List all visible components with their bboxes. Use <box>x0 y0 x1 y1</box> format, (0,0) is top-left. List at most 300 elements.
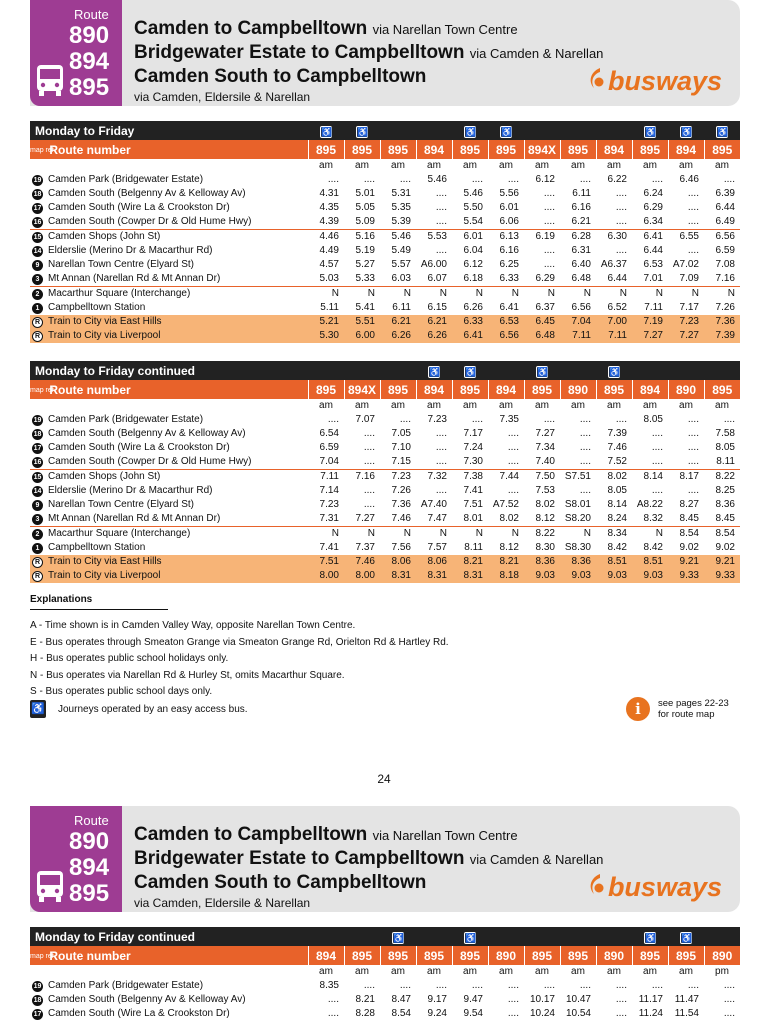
route-title-line <box>134 66 603 90</box>
time-cell: 6.56 <box>704 230 740 245</box>
ampm-cell: am <box>607 400 621 411</box>
time-cell: 7.08 <box>715 259 735 270</box>
time-cell: .... <box>363 428 375 439</box>
map-ref-icon: 2 <box>32 289 43 300</box>
route-title-line <box>134 848 603 872</box>
ampm-cell: am <box>499 966 513 977</box>
time-cell: 6.33 <box>499 273 519 284</box>
accessibility-cell <box>452 361 488 380</box>
route-number-row <box>30 946 740 965</box>
ampm-cell: am <box>679 400 693 411</box>
accessibility-cell <box>596 361 632 380</box>
time-cell: 9.21 <box>668 555 704 569</box>
route-number: 894 <box>69 48 110 75</box>
time-cell: 10.47 <box>565 994 591 1005</box>
time-cell: 6.18 <box>463 273 483 284</box>
table-row <box>30 258 740 272</box>
busways-logo <box>586 872 722 903</box>
stop-name: Train to City via Liverpool <box>48 570 161 581</box>
ampm-cell: am <box>319 160 333 171</box>
map-ref-icon: 14 <box>33 487 42 495</box>
table-row <box>30 201 740 215</box>
time-cell: 7.17 <box>679 302 699 313</box>
ampm-cell: am <box>499 400 513 411</box>
time-cell: 7.19 <box>632 315 668 329</box>
stop-label <box>30 441 308 455</box>
time-cell: 7.17 <box>463 428 483 439</box>
train-icon: R <box>32 571 43 582</box>
time-cell: 7.58 <box>715 428 735 439</box>
time-cell: .... <box>579 428 591 439</box>
stop-name: Elderslie (Merino Dr & Macarthur Rd) <box>48 485 213 496</box>
stop-label <box>30 512 308 526</box>
time-cell: .... <box>435 245 447 256</box>
bus-icon <box>35 869 65 903</box>
accessibility-cell <box>632 121 668 140</box>
map-ref-icon: 9 <box>32 260 43 271</box>
time-cell: 8.17 <box>668 470 704 485</box>
time-cell: .... <box>435 428 447 439</box>
time-cell: .... <box>723 414 735 425</box>
table-row <box>30 455 740 470</box>
route-number-cell: 895 <box>452 946 488 965</box>
accessibility-cell <box>560 927 596 946</box>
route-number-cell: 895 <box>524 946 560 965</box>
time-cell: 6.49 <box>715 216 735 227</box>
table-row <box>30 329 740 343</box>
time-cell: S8.30 <box>564 542 591 553</box>
time-cell: N <box>560 527 596 542</box>
map-ref-icon: 3 <box>32 274 43 285</box>
time-cell: .... <box>543 245 555 256</box>
time-cell: .... <box>579 456 591 467</box>
route-number-label-cell <box>30 946 308 965</box>
time-cell: .... <box>723 994 735 1005</box>
stop-label <box>30 527 308 541</box>
easy-access-text: Journeys operated by an easy access bus. <box>58 703 248 715</box>
time-cell: 5.56 <box>499 188 519 199</box>
wheelchair-icon: ♿ <box>501 126 513 137</box>
accessibility-cell <box>596 121 632 140</box>
see-pages-line1: see pages 22-23 <box>658 698 729 709</box>
time-cell: 8.02 <box>535 499 555 510</box>
route-title-via: via Narellan Town Centre <box>372 22 518 37</box>
time-cell: N <box>416 287 452 302</box>
explanation-item: N - Bus operates via Narellan Rd & Hurley St, omits Macarthur Square. <box>30 669 345 681</box>
route-title-main: Camden to Campbelltown <box>134 824 368 845</box>
time-cell: N <box>488 527 524 542</box>
time-cell: 7.11 <box>560 329 596 343</box>
accessibility-cell <box>344 927 380 946</box>
time-cell: 6.19 <box>524 230 560 245</box>
time-cell: 4.35 <box>319 202 339 213</box>
time-cell: 5.09 <box>355 216 375 227</box>
time-cell: .... <box>435 485 447 496</box>
stop-name: Mt Annan (Narellan Rd & Mt Annan Dr) <box>48 513 221 524</box>
time-cell: .... <box>435 202 447 213</box>
time-cell: 6.21 <box>416 315 452 329</box>
time-cell: 7.53 <box>535 485 555 496</box>
ampm-cell: am <box>319 400 333 411</box>
stop-name: Train to City via East Hills <box>48 316 162 327</box>
route-number-cell: 894X <box>344 380 380 399</box>
wheelchair-icon: ♿ <box>609 366 621 377</box>
route-title-line <box>134 824 603 848</box>
ampm-cell: am <box>607 160 621 171</box>
time-cell: .... <box>399 414 411 425</box>
route-number: 890 <box>69 828 110 855</box>
stop-cell <box>30 230 308 245</box>
route-number-cell: 894 <box>632 380 668 399</box>
timetable-3 <box>30 927 740 1021</box>
time-cell: 8.27 <box>679 499 699 510</box>
accessibility-cell <box>308 927 344 946</box>
time-cell: 6.28 <box>560 230 596 245</box>
explanations <box>30 594 449 701</box>
time-cell: .... <box>471 414 483 425</box>
ampm-cell: am <box>643 160 657 171</box>
route-number-label: Route number <box>49 948 131 963</box>
accessibility-cell <box>524 121 560 140</box>
stop-name: Camden South (Wire La & Crookston Dr) <box>48 442 230 453</box>
time-cell: 8.02 <box>499 513 519 524</box>
time-cell: 8.02 <box>596 470 632 485</box>
easy-access-note <box>30 700 248 718</box>
map-ref-icon: 16 <box>33 458 42 466</box>
accessibility-cell <box>380 927 416 946</box>
map-ref-label: map ref <box>30 146 54 154</box>
time-cell: 9.02 <box>679 542 699 553</box>
stop-name: Elderslie (Merino Dr & Macarthur Rd) <box>48 245 213 256</box>
ampm-cell: am <box>535 160 549 171</box>
route-number-cell: 895 <box>632 140 668 159</box>
stop-label <box>30 569 308 583</box>
time-cell: 7.37 <box>355 542 375 553</box>
table-header-row <box>30 927 740 946</box>
route-label: Route <box>74 813 109 828</box>
time-cell: 6.21 <box>571 216 591 227</box>
time-cell: 6.34 <box>643 216 663 227</box>
time-cell: 6.46 <box>679 174 699 185</box>
time-cell: 7.11 <box>596 329 632 343</box>
route-number-label-cell <box>30 140 308 159</box>
time-cell: .... <box>579 174 591 185</box>
map-ref-label: map ref <box>30 386 54 394</box>
time-cell: 7.10 <box>391 442 411 453</box>
time-cell: 6.52 <box>607 302 627 313</box>
table-row <box>30 173 740 187</box>
route-title-main: Bridgewater Estate to Campbelltown <box>134 848 465 869</box>
route-title-line <box>134 42 603 66</box>
route-number-cell: 895 <box>416 946 452 965</box>
wheelchair-icon: ♿ <box>30 700 46 718</box>
time-cell: .... <box>471 980 483 991</box>
time-cell: 4.57 <box>319 259 339 270</box>
train-icon: R <box>32 317 43 328</box>
route-number-cell: 895 <box>632 946 668 965</box>
time-cell: 8.30 <box>535 542 555 553</box>
accessibility-cell <box>344 361 380 380</box>
wheelchair-icon: ♿ <box>393 932 405 943</box>
map-ref-icon: 1 <box>32 543 43 554</box>
time-cell: .... <box>543 259 555 270</box>
stop-name: Macarthur Square (Interchange) <box>48 528 191 539</box>
route-number-cell: 894 <box>596 140 632 159</box>
wheelchair-icon: ♿ <box>465 366 477 377</box>
route-number-cell: 895 <box>452 380 488 399</box>
busways-swirl-icon <box>586 872 608 903</box>
route-number-cell: 895 <box>704 380 740 399</box>
stop-cell <box>30 441 308 455</box>
stop-name: Camden South (Belgenny Av & Kelloway Av) <box>48 994 246 1005</box>
time-cell: .... <box>687 980 699 991</box>
route-number: 895 <box>69 880 110 907</box>
stop-label <box>30 272 308 286</box>
ampm-cell: am <box>463 400 477 411</box>
route-number-cell: 895 <box>560 946 596 965</box>
time-cell: N <box>524 287 560 302</box>
stop-name: Camden Shops (John St) <box>48 231 161 242</box>
time-cell: .... <box>399 980 411 991</box>
banner-1 <box>30 0 740 106</box>
ampm-cell: am <box>319 966 333 977</box>
time-cell: 6.26 <box>416 329 452 343</box>
route-titles <box>134 824 603 910</box>
time-cell: 11.17 <box>638 994 663 1005</box>
page-number: 24 <box>377 772 391 786</box>
time-cell: 6.44 <box>607 273 627 284</box>
time-cell: 7.31 <box>319 513 339 524</box>
time-cell: N <box>416 527 452 542</box>
route-number-cell: 895 <box>308 380 344 399</box>
time-cell: 8.18 <box>488 569 524 583</box>
ampm-blank <box>30 965 308 979</box>
stop-cell <box>30 258 308 272</box>
stop-label <box>30 498 308 512</box>
table-row <box>30 441 740 455</box>
time-cell: 6.16 <box>571 202 591 213</box>
time-cell: 7.57 <box>427 542 447 553</box>
train-icon: R <box>32 557 43 568</box>
time-cell: 9.54 <box>463 1008 483 1019</box>
map-ref-icon: 3 <box>32 514 43 525</box>
see-route-map[interactable] <box>626 697 729 721</box>
time-cell: .... <box>579 414 591 425</box>
time-cell: 5.46 <box>380 230 416 245</box>
time-cell: 6.53 <box>643 259 663 270</box>
stop-name: Camden South (Wire La & Crookston Dr) <box>48 202 230 213</box>
table-row <box>30 272 740 287</box>
route-number: 890 <box>69 22 110 49</box>
time-cell: 6.25 <box>499 259 519 270</box>
stop-name: Camden South (Cowper Dr & Old Hume Hwy) <box>48 456 252 467</box>
accessibility-cell <box>668 361 704 380</box>
time-cell: 7.26 <box>715 302 735 313</box>
route-number-cell: 895 <box>344 946 380 965</box>
time-cell: 5.50 <box>463 202 483 213</box>
time-cell: 8.21 <box>488 555 524 569</box>
ampm-row <box>30 965 740 979</box>
ampm-cell: am <box>571 966 585 977</box>
time-cell: .... <box>723 174 735 185</box>
time-cell: 8.21 <box>452 555 488 569</box>
route-number-cell: 895 <box>668 946 704 965</box>
time-cell: 7.36 <box>391 499 411 510</box>
time-cell: .... <box>543 188 555 199</box>
accessibility-cell <box>632 361 668 380</box>
accessibility-cell <box>308 121 344 140</box>
time-cell: 6.41 <box>499 302 519 313</box>
time-cell: 5.03 <box>319 273 339 284</box>
time-cell: 6.41 <box>632 230 668 245</box>
time-cell: 7.36 <box>704 315 740 329</box>
wheelchair-icon: ♿ <box>429 366 441 377</box>
time-cell: .... <box>579 485 591 496</box>
time-cell: 6.56 <box>488 329 524 343</box>
time-cell: 7.00 <box>596 315 632 329</box>
map-ref-icon: 17 <box>33 204 42 212</box>
accessibility-cell <box>596 927 632 946</box>
time-cell: 7.51 <box>308 555 344 569</box>
stop-label <box>30 315 308 329</box>
time-cell: 5.21 <box>308 315 344 329</box>
time-cell: 8.42 <box>643 542 663 553</box>
time-cell: 4.39 <box>319 216 339 227</box>
stop-label <box>30 470 308 484</box>
time-cell: 5.30 <box>308 329 344 343</box>
time-cell: 7.23 <box>380 470 416 485</box>
time-cell: 6.59 <box>715 245 735 256</box>
time-cell: .... <box>543 202 555 213</box>
map-ref-icon: 19 <box>33 982 42 990</box>
time-cell: 5.31 <box>391 188 411 199</box>
ampm-cell: am <box>427 400 441 411</box>
ampm-cell: am <box>535 966 549 977</box>
table-row <box>30 527 740 542</box>
time-cell: .... <box>687 216 699 227</box>
route-via-line: via Camden, Eldersile & Narellan <box>134 90 311 104</box>
time-cell: 8.06 <box>380 555 416 569</box>
time-cell: 9.03 <box>632 569 668 583</box>
time-cell: N <box>560 287 596 302</box>
accessibility-cell <box>488 927 524 946</box>
time-cell: 6.29 <box>535 273 555 284</box>
table-row <box>30 470 740 485</box>
time-cell: .... <box>723 980 735 991</box>
time-cell: 5.39 <box>391 216 411 227</box>
time-cell: 6.03 <box>391 273 411 284</box>
time-cell: 5.46 <box>463 188 483 199</box>
stop-label <box>30 455 308 469</box>
time-cell: 6.07 <box>427 273 447 284</box>
time-cell: 9.21 <box>704 555 740 569</box>
stop-cell <box>30 329 308 343</box>
stop-name: Camden Shops (John St) <box>48 471 161 482</box>
accessibility-cell <box>344 121 380 140</box>
time-cell: .... <box>435 216 447 227</box>
time-cell: .... <box>327 174 339 185</box>
time-cell: .... <box>543 216 555 227</box>
route-number-cell: 895 <box>308 140 344 159</box>
time-cell: .... <box>507 456 519 467</box>
time-cell: 5.51 <box>344 315 380 329</box>
time-cell: 8.34 <box>596 527 632 542</box>
time-cell: .... <box>651 485 663 496</box>
time-cell: 6.44 <box>643 245 663 256</box>
wheelchair-icon: ♿ <box>465 126 477 137</box>
stop-label <box>30 244 308 258</box>
time-cell: A8.22 <box>636 499 663 510</box>
time-cell: 9.33 <box>668 569 704 583</box>
map-ref-icon: 9 <box>32 500 43 511</box>
stop-label <box>30 201 308 215</box>
time-cell: 6.21 <box>380 315 416 329</box>
time-cell: .... <box>507 442 519 453</box>
route-title-line <box>134 872 603 896</box>
route-number-cell: 894 <box>416 140 452 159</box>
time-cell: .... <box>471 174 483 185</box>
time-cell: .... <box>615 414 627 425</box>
route-title-via: via Narellan Town Centre <box>372 828 518 843</box>
table-row <box>30 230 740 245</box>
accessibility-cell <box>452 927 488 946</box>
time-cell: 8.28 <box>355 1008 375 1019</box>
time-cell: 7.11 <box>644 302 663 313</box>
table-row <box>30 427 740 441</box>
banner-2 <box>30 806 740 912</box>
explanation-item: H - Bus operates public school holidays only. <box>30 653 229 664</box>
time-cell: 8.54 <box>391 1008 411 1019</box>
route-number-cell: 895 <box>524 380 560 399</box>
table-row <box>30 555 740 569</box>
table-row <box>30 1007 740 1021</box>
time-cell: 8.42 <box>607 542 627 553</box>
time-cell: 8.05 <box>607 485 627 496</box>
stop-label <box>30 427 308 441</box>
time-cell: 7.41 <box>319 542 339 553</box>
time-cell: 8.05 <box>715 442 735 453</box>
route-title-via: via Camden & Narellan <box>469 46 604 61</box>
time-cell: 6.01 <box>499 202 519 213</box>
time-cell: N <box>488 287 524 302</box>
time-cell: 7.56 <box>391 542 411 553</box>
route-label: Route <box>74 7 109 22</box>
ampm-row <box>30 399 740 413</box>
time-cell: A7.02 <box>672 259 699 270</box>
time-cell: N <box>668 287 704 302</box>
time-cell: .... <box>651 456 663 467</box>
wheelchair-icon: ♿ <box>681 126 693 137</box>
time-cell: 6.12 <box>463 259 483 270</box>
accessibility-cell <box>416 927 452 946</box>
time-cell: 7.01 <box>643 273 663 284</box>
time-cell: 5.16 <box>344 230 380 245</box>
time-cell: 8.21 <box>355 994 375 1005</box>
time-cell: 7.51 <box>463 499 483 510</box>
time-cell: N <box>704 287 740 302</box>
wheelchair-icon: ♿ <box>537 366 549 377</box>
time-cell: 7.23 <box>427 414 447 425</box>
time-cell: 9.24 <box>427 1008 447 1019</box>
stop-cell <box>30 272 308 287</box>
map-ref-icon: 19 <box>33 176 42 184</box>
time-cell: 8.45 <box>715 513 735 524</box>
time-cell: 7.27 <box>668 329 704 343</box>
time-cell: 7.16 <box>344 470 380 485</box>
ampm-blank <box>30 159 308 173</box>
time-cell: N <box>344 287 380 302</box>
map-ref-icon: 17 <box>33 444 42 452</box>
